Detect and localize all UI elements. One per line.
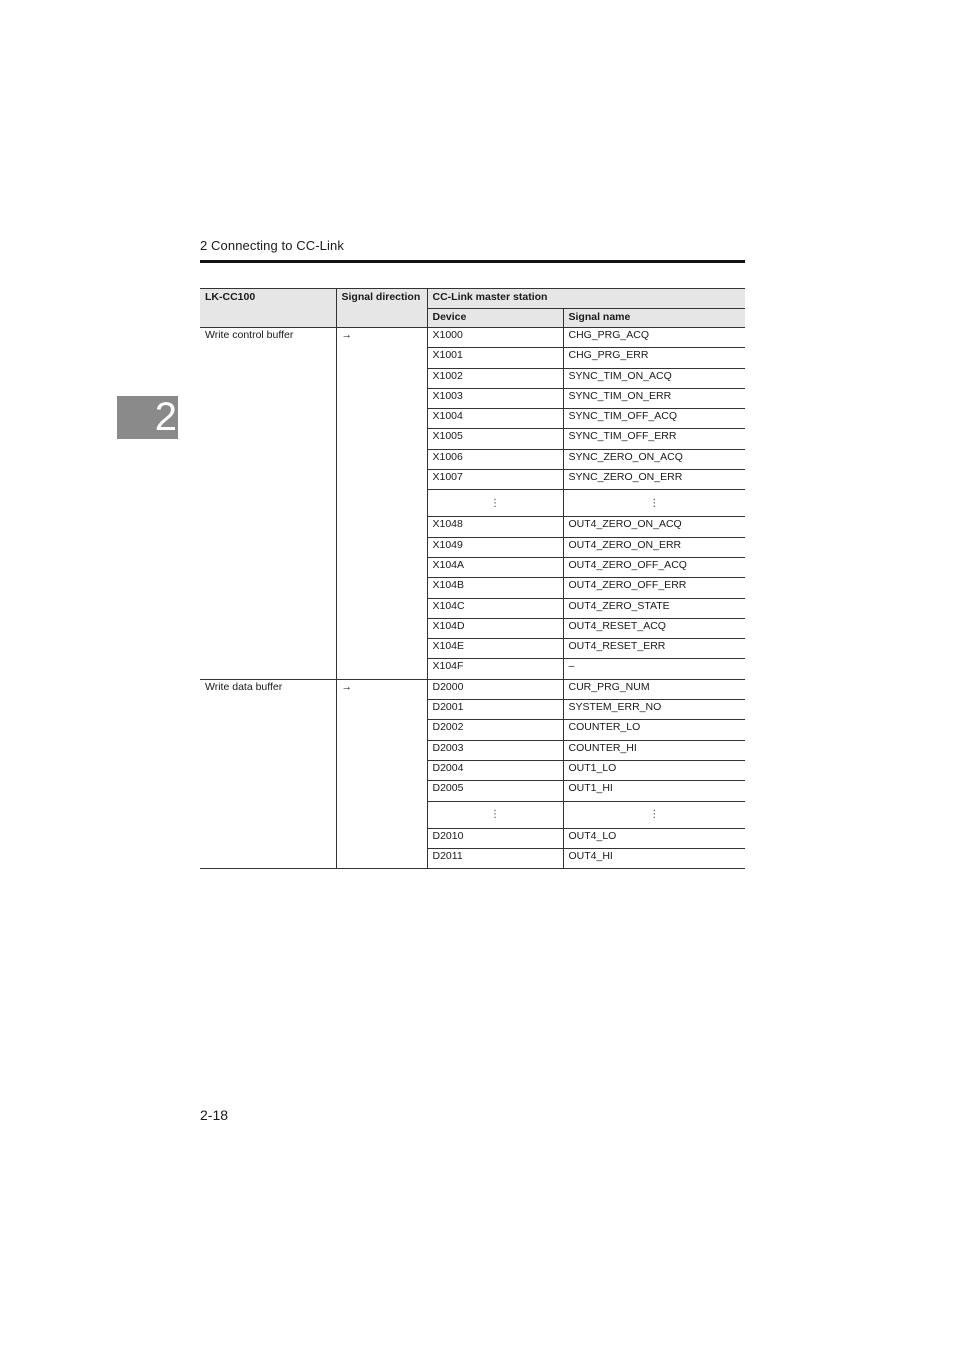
- signal-name-cell: [563, 801, 745, 828]
- device-cell: X1005: [427, 429, 563, 449]
- signal-name-cell: OUT4_ZERO_OFF_ACQ: [563, 557, 745, 577]
- header-lk-cc100: LK-CC100: [200, 289, 336, 328]
- table-row: [200, 679, 745, 699]
- device-cell: X1003: [427, 388, 563, 408]
- section-rule: [200, 260, 745, 263]
- signal-name-cell: SYNC_TIM_ON_ACQ: [563, 368, 745, 388]
- signal-name-cell: COUNTER_LO: [563, 720, 745, 740]
- signal-name-cell: OUT1_LO: [563, 760, 745, 780]
- device-cell: X104F: [427, 659, 563, 679]
- signal-name-cell: SYNC_TIM_OFF_ACQ: [563, 409, 745, 429]
- signal-name-cell: SYNC_ZERO_ON_ERR: [563, 470, 745, 490]
- device-cell: [427, 801, 563, 828]
- signal-name-cell: OUT1_HI: [563, 781, 745, 801]
- signal-name-cell: [563, 490, 745, 517]
- group-label: Write control buffer: [200, 328, 336, 680]
- device-cell: X104A: [427, 557, 563, 577]
- signal-direction-arrow: →: [336, 679, 427, 868]
- device-cell: X1000: [427, 328, 563, 348]
- signal-name-cell: SYNC_TIM_OFF_ERR: [563, 429, 745, 449]
- device-cell: D2001: [427, 700, 563, 720]
- signal-name-cell: COUNTER_HI: [563, 740, 745, 760]
- device-cell: X1004: [427, 409, 563, 429]
- group-label: Write data buffer: [200, 679, 336, 868]
- device-cell: X1049: [427, 537, 563, 557]
- signal-name-cell: SYNC_ZERO_ON_ACQ: [563, 449, 745, 469]
- signal-name-cell: –: [563, 659, 745, 679]
- signal-name-cell: OUT4_HI: [563, 848, 745, 868]
- signal-table: [200, 288, 745, 869]
- vertical-ellipsis-icon: ⋮: [649, 497, 660, 509]
- signal-name-cell: OUT4_RESET_ACQ: [563, 618, 745, 638]
- device-cell: [427, 490, 563, 517]
- signal-name-cell: OUT4_RESET_ERR: [563, 639, 745, 659]
- device-cell: X1048: [427, 517, 563, 537]
- chapter-tab: [117, 396, 178, 439]
- header-signal-direction: Signal direction: [336, 289, 427, 328]
- signal-name-cell: OUT4_ZERO_ON_ERR: [563, 537, 745, 557]
- device-cell: X1006: [427, 449, 563, 469]
- signal-name-cell: OUT4_LO: [563, 828, 745, 848]
- device-cell: X1001: [427, 348, 563, 368]
- chapter-tab-number: 2: [154, 395, 177, 439]
- device-cell: D2002: [427, 720, 563, 740]
- signal-name-cell: SYSTEM_ERR_NO: [563, 700, 745, 720]
- header-signal-name: Signal name: [563, 308, 745, 328]
- device-cell: X104E: [427, 639, 563, 659]
- device-cell: D2005: [427, 781, 563, 801]
- vertical-ellipsis-icon: ⋮: [490, 497, 500, 509]
- header-device: Device: [427, 308, 563, 328]
- vertical-ellipsis-icon: ⋮: [490, 809, 500, 821]
- signal-name-cell: SYNC_TIM_ON_ERR: [563, 388, 745, 408]
- table-row: [200, 328, 745, 348]
- device-cell: X1002: [427, 368, 563, 388]
- device-cell: X104C: [427, 598, 563, 618]
- section-header: 2 Connecting to CC-Link: [200, 238, 344, 253]
- table-body: [200, 328, 745, 869]
- signal-name-cell: OUT4_ZERO_STATE: [563, 598, 745, 618]
- device-cell: D2010: [427, 828, 563, 848]
- signal-name-cell: CHG_PRG_ACQ: [563, 328, 745, 348]
- signal-name-cell: CHG_PRG_ERR: [563, 348, 745, 368]
- signal-name-cell: CUR_PRG_NUM: [563, 679, 745, 699]
- signal-name-cell: OUT4_ZERO_OFF_ERR: [563, 578, 745, 598]
- signal-name-cell: OUT4_ZERO_ON_ACQ: [563, 517, 745, 537]
- device-cell: X104B: [427, 578, 563, 598]
- device-cell: D2004: [427, 760, 563, 780]
- page-number: 2-18: [200, 1107, 229, 1123]
- header-master-station: CC-Link master station: [427, 289, 745, 309]
- device-cell: X1007: [427, 470, 563, 490]
- vertical-ellipsis-icon: ⋮: [649, 809, 660, 821]
- signal-direction-arrow: →: [336, 328, 427, 680]
- device-cell: X104D: [427, 618, 563, 638]
- device-cell: D2011: [427, 848, 563, 868]
- device-cell: D2000: [427, 679, 563, 699]
- device-cell: D2003: [427, 740, 563, 760]
